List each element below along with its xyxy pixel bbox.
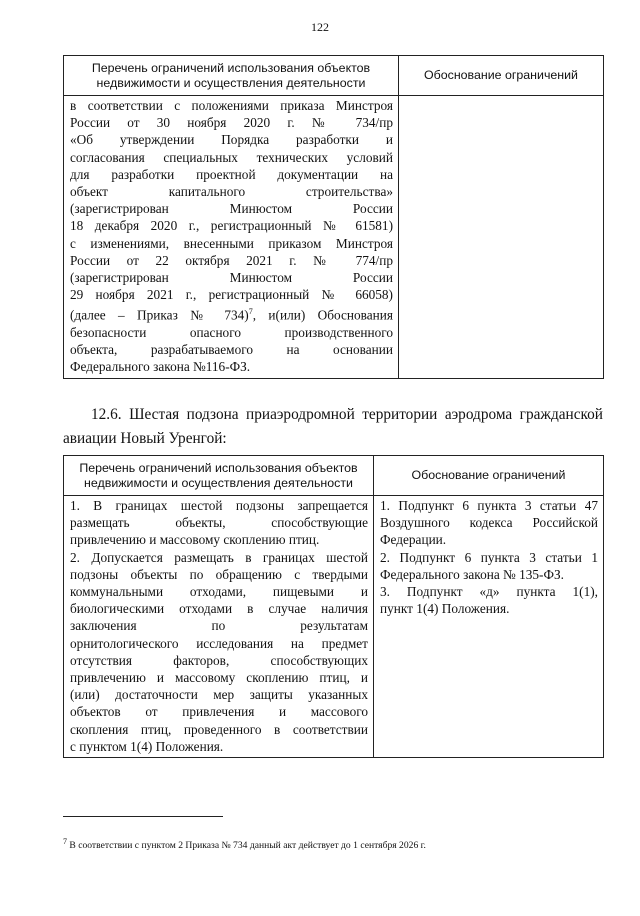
footnote bbox=[63, 836, 426, 852]
text-line: 2. Подпункт 6 пункта 3 статьи 1 bbox=[380, 549, 598, 565]
text-line: привлечению и массовому скоплению птиц. bbox=[70, 532, 320, 548]
text-line: согласования специальных технических условий bbox=[70, 149, 393, 165]
header-restrictions-list bbox=[64, 456, 374, 496]
table-header-row bbox=[64, 456, 604, 496]
text-line: (зарегистрирован Минюстом России bbox=[70, 201, 393, 217]
header-line: недвижимости и осуществления деятельности bbox=[84, 476, 353, 490]
text-line: безопасности опасного производственного bbox=[70, 325, 393, 341]
text-line: 18 декабря 2020 г., регистрационный № 61581) bbox=[70, 218, 393, 234]
text-line: России от 22 октября 2021 г. № 774/пр bbox=[70, 252, 393, 268]
text-line: отсутствия факторов, способствующих bbox=[70, 652, 368, 668]
page-number: 122 bbox=[311, 20, 329, 34]
section-heading bbox=[63, 403, 603, 451]
text-line: 1. Подпункт 6 пункта 3 статьи 47 bbox=[380, 498, 598, 513]
text-line: размещать объекты, способствующие bbox=[70, 515, 368, 531]
text-line: заключения по результатам bbox=[70, 618, 368, 634]
table-row bbox=[64, 496, 604, 758]
text-line: объектов от привлечения и массового bbox=[70, 704, 368, 720]
restrictions-cell bbox=[64, 496, 374, 758]
text-fragment: , и(или) Обоснования bbox=[252, 307, 394, 323]
text-fragment: (далее – Приказ № 734) bbox=[70, 307, 249, 323]
restrictions-table-continued bbox=[63, 55, 604, 379]
text-line: (зарегистрирован Минюстом России bbox=[70, 270, 393, 286]
header-line: Перечень ограничений использования объектов bbox=[79, 461, 358, 475]
text-line: 2. Допускается размещать в границах шестой bbox=[70, 549, 368, 565]
footnote-separator bbox=[63, 816, 223, 817]
header-restrictions-list bbox=[64, 56, 399, 96]
text-line: Федерального закона № 135-ФЗ. bbox=[380, 566, 564, 582]
header-justification: Обоснование ограничений bbox=[374, 456, 604, 496]
text-line: 1. В границах шестой подзоны запрещается bbox=[70, 498, 368, 513]
text-line: «Об утверждении Порядка разработки и bbox=[70, 132, 393, 148]
text-line: привлечению и массовому скоплению птиц, и bbox=[70, 670, 368, 686]
text-line: объекта, разрабатываемого на основании bbox=[70, 342, 393, 358]
text-line: 3. Подпункт «д» пункта 1(1), bbox=[380, 584, 598, 600]
text-line: скопления птиц, проведенного в соответствии bbox=[70, 721, 368, 737]
footnote-text: В соответствии с пунктом 2 Приказа № 734 данный акт действует до 1 сентября 2026 г. bbox=[69, 840, 426, 852]
text-line: с пунктом 1(4) Положения. bbox=[70, 738, 224, 754]
text-line: Воздушного кодекса Российской bbox=[380, 515, 598, 531]
text-line-with-footnote bbox=[70, 303, 393, 324]
text-line: коммунальными отходами, пищевыми и bbox=[70, 584, 368, 600]
text-line: России от 30 ноября 2020 г. № 734/пр bbox=[70, 115, 393, 131]
section-heading-line: 12.6. Шестая подзона приаэродромной территории аэродрома гражданской bbox=[91, 406, 603, 423]
text-line: подзоны объекты по обращению с твердыми bbox=[70, 566, 368, 582]
header-line: недвижимости и осуществления деятельности bbox=[96, 76, 366, 90]
text-line: объект капитального строительства» bbox=[70, 184, 393, 200]
text-line: Федерации. bbox=[380, 532, 447, 548]
justification-cell bbox=[374, 496, 604, 758]
text-line: для разработки проектной документации на bbox=[70, 166, 393, 182]
restrictions-cell bbox=[64, 96, 399, 379]
header-line: Перечень ограничений использования объектов bbox=[91, 61, 371, 75]
text-line: орнитологического исследования на предмет bbox=[70, 635, 368, 651]
table-row bbox=[64, 96, 604, 379]
text-line: в соответствии с положениями приказа Минстроя bbox=[70, 98, 393, 113]
text-line: пункт 1(4) Положения. bbox=[380, 601, 510, 617]
text-line: 29 ноября 2021 г., регистрационный № 66058) bbox=[70, 287, 393, 303]
text-line: биологическими отходами в случае наличия bbox=[70, 601, 368, 617]
footnote-marker: 7 bbox=[248, 307, 253, 317]
footnote-marker: 7 bbox=[63, 837, 67, 846]
restrictions-table-subzone-6 bbox=[63, 455, 604, 758]
text-line: (или) достаточности мер защиты указанных bbox=[70, 687, 368, 703]
header-justification: Обоснование ограничений bbox=[399, 56, 604, 96]
table-header-row bbox=[64, 56, 604, 96]
section-heading-line: авиации Новый Уренгой: bbox=[63, 430, 227, 447]
text-line: с изменениями, внесенными приказом Минстроя bbox=[70, 235, 393, 251]
text-line: Федерального закона №116-ФЗ. bbox=[70, 359, 251, 375]
justification-cell-empty bbox=[399, 96, 604, 379]
